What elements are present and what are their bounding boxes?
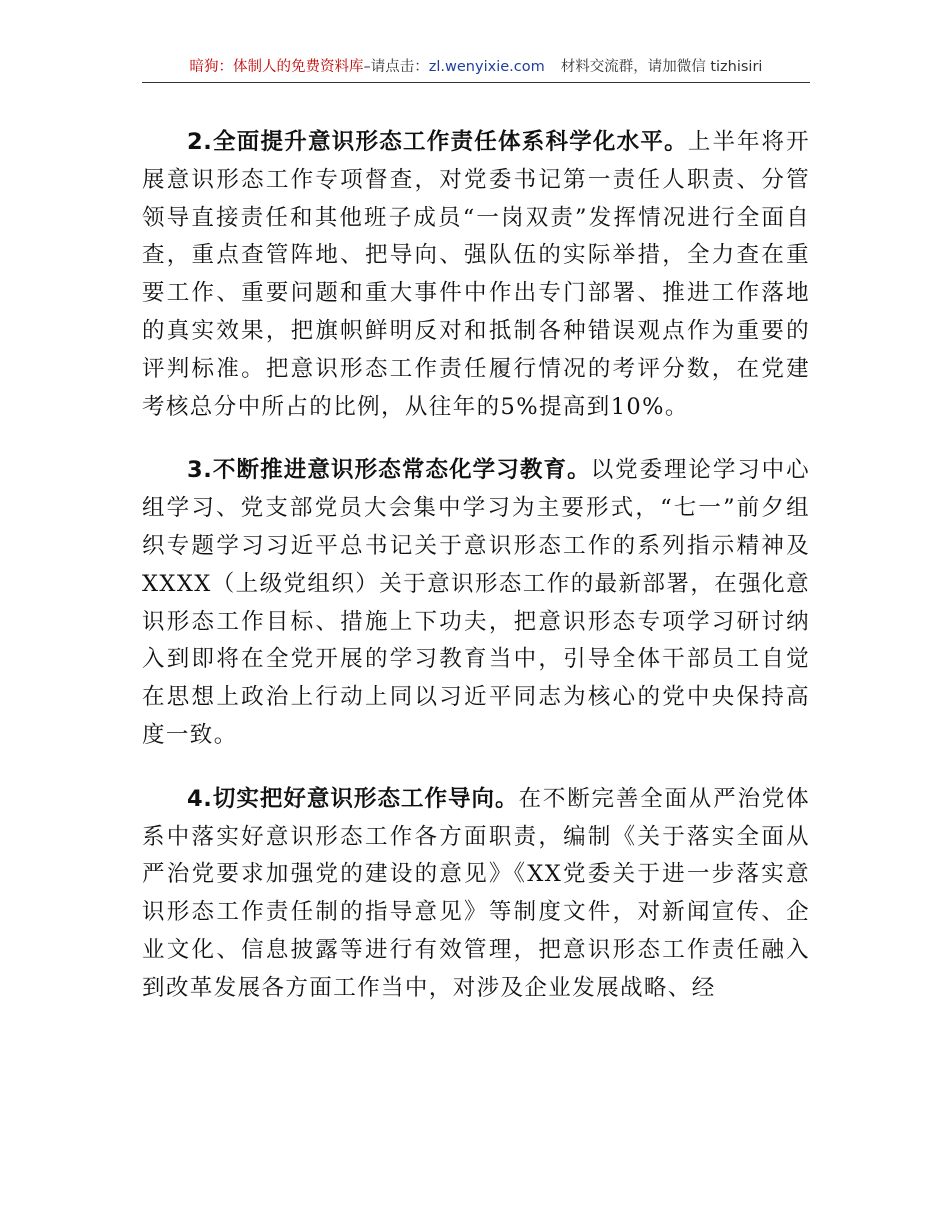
- paragraph-3-heading: 3.不断推进意识形态常态化学习教育。: [187, 457, 591, 484]
- paragraph-4-body: 在不断完善全面从严治党体系中落实好意识形态工作各方面职责，编制《关于落实全面从严治党要求加强党的建设的意见》《XX党委关于进一步落实意识形态工作责任制的指导意见》等制度文件，对新闻宣传、企业文化、信息披露等进行有效管理，把意识形态工作责任融入到改革发展各方面工作当中，对涉及企业发展战略、经: [142, 785, 810, 1001]
- header-group-note: 材料交流群，请加微信 tizhisiri: [560, 59, 763, 75]
- paragraph-2-body: 上半年将开展意识形态工作专项督查，对党委书记第一责任人职责、分管领导直接责任和其他班子成员“一岗双责”发挥情况进行全面自查，重点查管阵地、把导向、强队伍的实际举措，全力查在重要工作、重要问题和重大事件中作出专门部署、推进工作落地的真实效果，把旗帜鲜明反对和抵制各种错误观点作为重要的评判标准。把意识形态工作责任履行情况的考评分数，在党建考核总分中所占的比例，从往年的5%提高到10%。: [142, 129, 810, 420]
- paragraph-3-body: 以党委理论学习中心组学习、党支部党员大会集中学习为主要形式，“七一”前夕组织专题学习习近平总书记关于意识形态工作的系列指示精神及XXXX（上级党组织）关于意识形态工作的最新部署，在强化意识形态工作目标、措施上下功夫，把意识形态专项学习研讨纳入到即将在全党开展的学习教育当中，引导全体干部员工自觉在思想上政治上行动上同以习近平同志为核心的党中央保持高度一致。: [142, 457, 810, 748]
- document-body: [142, 124, 810, 1034]
- header-click-prompt: –请点击：: [363, 59, 429, 75]
- paragraph-4: [142, 781, 810, 1008]
- page-header: [142, 56, 810, 83]
- paragraph-4-heading: 4.切实把好意识形态工作导向。: [187, 785, 519, 812]
- paragraph-2-heading: 2.全面提升意识形态工作责任体系科学化水平。: [187, 129, 688, 155]
- paragraph-2: [142, 124, 810, 426]
- paragraph-3: [142, 452, 810, 754]
- header-brand: 暗狗：体制人的免费资料库: [189, 59, 364, 75]
- header-url-link[interactable]: zl.wenyixie.com: [428, 59, 545, 75]
